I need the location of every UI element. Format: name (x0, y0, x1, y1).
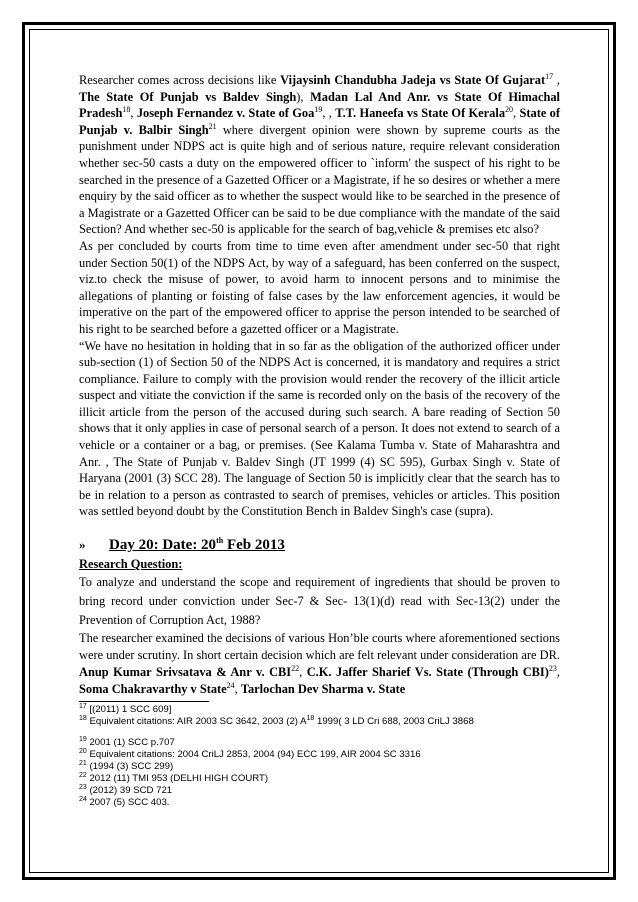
footnote-text: (2012) 39 SCD 721 (86, 784, 173, 796)
footnote-number: 19 (79, 735, 87, 743)
footnote (79, 785, 560, 797)
research-question-title: Research Question: (79, 557, 183, 572)
footnote-text: 2012 (11) TMI 953 (DELHI HIGH COURT) (86, 772, 269, 784)
footnote (79, 761, 560, 773)
footnote-ref[interactable]: 20 (505, 105, 514, 115)
text: ), (296, 89, 311, 104)
text: , (234, 681, 241, 696)
footnote-number: 21 (79, 759, 87, 767)
double-chevron-right-icon: » (79, 537, 86, 553)
day-suffix: Feb 2013 (223, 537, 285, 554)
research-question-body: To analyze and understand the scope and requirement of ingredients that should be proven to bring record under conviction under Sec-7 & Sec- 13(1)(d) read with Sec-13(2) under the Prevention of Corruption Act, 1988? (79, 574, 560, 627)
footnote-text: 2001 (1) SCC p.707 (86, 736, 175, 748)
case-name: T.T. Haneefa vs State Of Kerala (335, 106, 506, 121)
footnote (79, 737, 560, 749)
footnote (79, 749, 560, 761)
footnote (79, 704, 560, 716)
footnote-number: 17 (79, 702, 87, 710)
case-name: The State Of Punjab vs Baldev Singh (79, 89, 297, 104)
text: , (556, 664, 560, 679)
case-name: Vijaysinh Chandubha Jadeja vs State Of Gujarat (280, 73, 546, 87)
footnote-text: 2007 (5) SCC 403. (86, 796, 170, 808)
footnote-ref[interactable]: 19 (314, 105, 323, 115)
footnote-number: 20 (79, 747, 87, 755)
footnote-ref[interactable]: 18 (122, 105, 131, 115)
footnote-number: 23 (79, 783, 87, 791)
footnote-number: 24 (79, 795, 87, 803)
day-prefix: Day 20: Date: 20 (109, 537, 217, 554)
text: The researcher examined the decisions of various Hon’ble courts where aforementioned sections were under scrutiny. In short certain decision which are felt relevant under consideration are DR. (79, 630, 560, 662)
case-name: Madan Lal And Anr. vs State Of Himachal Pradesh (79, 89, 560, 121)
case-name: Soma Chakravarthy v State (79, 681, 227, 696)
text: , (299, 664, 307, 679)
text: , , (322, 106, 336, 121)
paragraph-decisions (79, 630, 560, 698)
paragraph-conclusion: As per concluded by courts from time to time even after amendment under sec-50 that right under Section 50(1) of the NDPS Act, by way of a safeguard, has been conferred on the suspect, viz.to check the misuse of power, to avoid harm to innocent persons and to minimise the allegations of planting or foisting of false cases by the law enforcement agencies, it would be imperative on the part of the empowered officer to apprise the person intended to be searched of his right to be searched before a gazetted officer or a Magistrate. (79, 238, 560, 336)
day-heading-text (109, 537, 285, 553)
footnote-number: 22 (79, 771, 87, 779)
text: Researcher comes across decisions like (79, 73, 281, 87)
footnote (79, 773, 560, 785)
footnote (79, 797, 560, 809)
footnote-ref[interactable]: 17 (545, 71, 554, 81)
footnote-number: 18 (306, 714, 315, 722)
case-name: C.K. Jaffer Sharief Vs. State (Through CBI) (306, 664, 549, 679)
page-content (79, 72, 560, 809)
footnote-text: (1994 (3) SCC 299) (86, 760, 174, 772)
footnote-ref[interactable]: 24 (226, 680, 235, 690)
footnote-separator (79, 701, 209, 702)
text: , (513, 106, 520, 121)
case-name: Tarlochan Dev Sharma v. State (240, 681, 406, 696)
footnote-text: [(2011) 1 SCC 609] (86, 703, 172, 715)
footnote-ref[interactable]: 22 (291, 663, 300, 673)
case-name: Joseph Fernandez v. State of Goa (136, 106, 315, 121)
text: , (553, 73, 560, 87)
footnote (79, 716, 560, 728)
case-name: State of Punjab v. Balbir Singh (79, 106, 560, 137)
paragraph-cases (79, 72, 560, 238)
footnote-text: 1999( 3 LD Cri 688, 2003 CriLJ 3868 (314, 715, 474, 727)
footnote-text: Equivalent citations: AIR 2003 SC 3642, 2003 (2) A (86, 715, 307, 727)
footnote-ref[interactable]: 21 (208, 121, 217, 131)
footnote-number: 18 (79, 714, 87, 722)
day-sup: th (216, 536, 224, 546)
footnote-text: Equivalent citations: 2004 CriLJ 2853, 2004 (94) ECC 199, AIR 2004 SC 3316 (86, 748, 421, 760)
text: , (130, 106, 137, 121)
day-heading (79, 534, 560, 556)
paragraph-quote: “We have no hesitation in holding that in so far as the obligation of the authorized officer under sub-section (1) of Section 50 of the NDPS Act is concerned, it is mandatory and requires a strict compliance. Failure to comply with the provision would render the recovery of the illicit article suspect and vitiate the conviction if the same is recorded only on the basis of the recovery of the illicit article from the person of the accused during such search. A bare reading of Section 50 shows that it only applies in case of personal search of a person. It does not extend to search of a vehicle or a container or a bag, or premises. (See Kalama Tumba v. State of Maharashtra and Anr. , The State of Punjab v. Baldev Singh (JT 1999 (4) SC 595), Gurbax Singh v. State of Haryana (2001 (3) SCC 28). The language of Section 50 is implicitly clear that the search has to be in relation to a person as contrasted to search of premises, vehicles or articles. This position was settled beyond doubt by the Constitution Bench in Baldev Singh's case (supra). (79, 338, 560, 519)
footnote-ref[interactable]: 23 (548, 663, 557, 673)
case-name: Anup Kumar Srivsatava & Anr v. CBI (79, 664, 292, 679)
text: where divergent opinion were shown by supreme courts as the punishment under NDPS act is quite high and of serious nature, require relevant consideration whether sec-50 casts a duty on the empowered officer to `inform' the suspect of his right to be searched in the presence of a Gazetted Officer or a Magistrate, if he so desires or whether a mere enquiry by the said officer as to whether the suspect would like to be searched in the presence of a Magistrate or a Gazetted Officer can be said to be due compliance with the mandate of the said Section? And whether sec-50 is applicable for the search of bag,vehicle & premises etc also? (79, 122, 560, 237)
